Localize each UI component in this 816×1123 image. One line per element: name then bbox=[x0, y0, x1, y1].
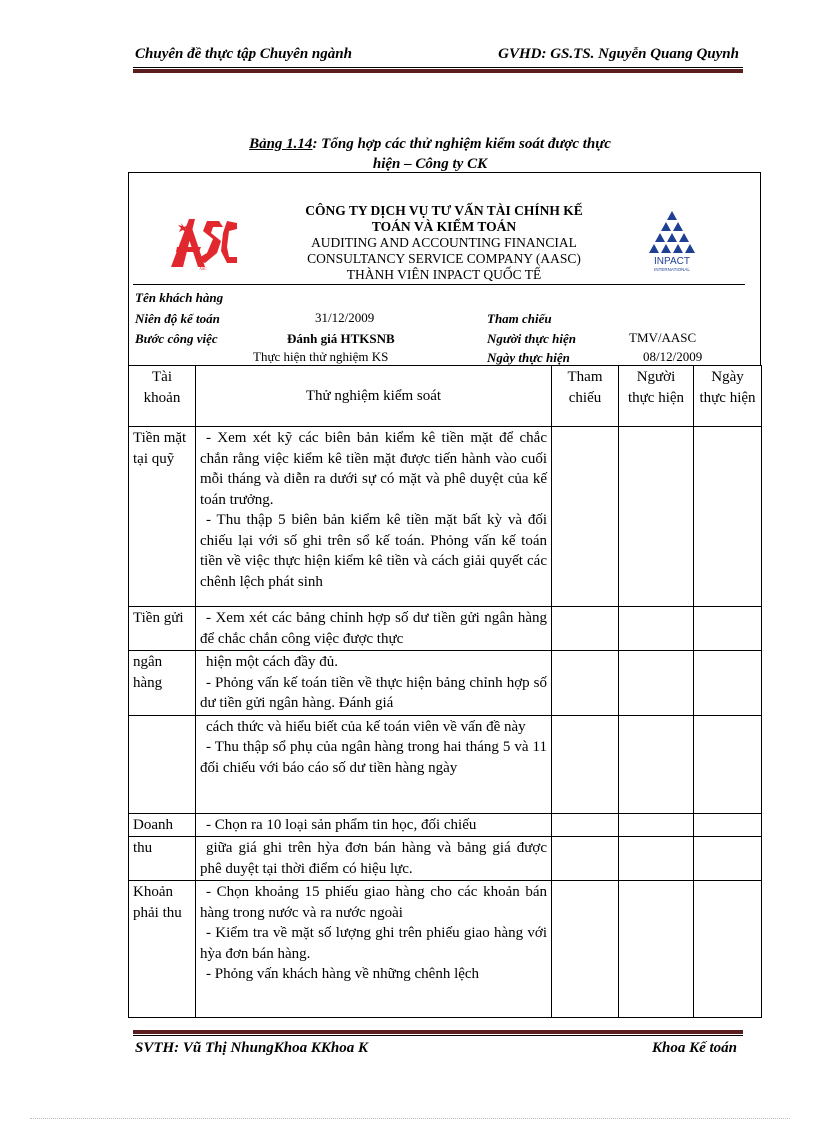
control-test-line: - Thu thập sổ phụ của ngân hàng trong hai tháng 5 và 11 đối chiếu với báo cáo số dư tiền hàng ngày bbox=[200, 739, 547, 776]
company-name-vi-1: CÔNG TY DỊCH VỤ TƯ VẤN TÀI CHÍNH KẾ bbox=[305, 203, 583, 218]
control-test-cell bbox=[196, 715, 552, 813]
company-name-vi-2: TOÁN VÀ KIỂM TOÁN bbox=[371, 219, 517, 234]
table-row bbox=[129, 715, 762, 813]
col-date-header: Ngày thực hiện bbox=[694, 366, 762, 427]
col-performer-header: Người thực hiện bbox=[619, 366, 694, 427]
date-cell bbox=[694, 427, 762, 607]
step-sub: Thực hiện thử nghiệm KS bbox=[253, 349, 389, 364]
ref-cell bbox=[552, 715, 619, 813]
header-left-text: Chuyên đề thực tập Chuyên ngành bbox=[135, 46, 352, 62]
table-row bbox=[129, 813, 762, 837]
control-test-line: - Xem xét các bảng chỉnh hợp số dư tiền gửi ngân hàng để chắc chắn công việc được thực bbox=[200, 610, 547, 647]
control-test-line: - Thu thập 5 biên bản kiểm kê tiền mặt bất kỳ và đối chiếu lại với số ghi trên sổ kế toán. Phỏng vấn kế toán tiền về việc thực hiện kiểm kê tiền và cách giải quyết các chênh lệch phát sinh bbox=[200, 512, 547, 590]
performer-label: Người thực hiện bbox=[487, 331, 577, 346]
date-label: Ngày thực hiện bbox=[487, 350, 570, 365]
account-cell: Doanh bbox=[129, 813, 196, 837]
date-cell bbox=[694, 651, 762, 716]
footer-right-text: Khoa Kế toán bbox=[651, 1040, 737, 1056]
col-test-header: Thử nghiệm kiểm soát bbox=[196, 366, 552, 427]
page-footer bbox=[135, 1040, 741, 1057]
control-test-line: - Phỏng vấn kế toán tiền về thực hiện bảng chỉnh hợp số dư tiền gửi ngân hàng. Đánh giá bbox=[200, 674, 547, 711]
control-test-line: - Chọn khoảng 15 phiếu giao hàng cho các khoản bán hàng trong nước và ra nước ngoài bbox=[200, 884, 547, 921]
table-row bbox=[129, 607, 762, 651]
footer-left-text: SVTH: Vũ Thị NhungKhoa KKhoa K bbox=[135, 1040, 369, 1056]
performer-cell bbox=[619, 427, 694, 607]
ref-cell bbox=[552, 881, 619, 1018]
performer-value: TMV/AASC bbox=[629, 330, 697, 345]
performer-cell bbox=[619, 607, 694, 651]
col-account-header: Tài khoản bbox=[129, 366, 196, 427]
col-ref-header: Tham chiếu bbox=[552, 366, 619, 427]
asc-logo-icon bbox=[167, 213, 239, 273]
performer-cell bbox=[619, 715, 694, 813]
date-cell bbox=[694, 881, 762, 1018]
control-test-cell bbox=[196, 813, 552, 837]
table-body bbox=[129, 427, 762, 1018]
control-tests-table bbox=[128, 365, 762, 1018]
company-divider bbox=[133, 284, 745, 285]
performer-cell bbox=[619, 881, 694, 1018]
control-test-line: hiện một cách đầy đủ. bbox=[206, 654, 339, 670]
date-cell bbox=[694, 607, 762, 651]
account-cell bbox=[129, 715, 196, 813]
table-row bbox=[129, 881, 762, 1018]
account-cell: Tiền gửi bbox=[129, 607, 196, 651]
period-value: 31/12/2009 bbox=[315, 310, 375, 325]
table-label: Bảng 1.14 bbox=[249, 136, 313, 152]
company-name-en-2: CONSULTANCY SERVICE COMPANY (AASC) bbox=[307, 251, 581, 266]
account-cell: Khoản phải thu bbox=[129, 881, 196, 1018]
date-value: 08/12/2009 bbox=[643, 349, 703, 364]
table-header-row bbox=[129, 366, 762, 427]
inpact-logo-icon bbox=[639, 209, 705, 275]
account-cell: ngân hàng bbox=[129, 651, 196, 716]
company-member: THÀNH VIÊN INPACT QUỐC TẾ bbox=[346, 267, 542, 282]
inpact-logo-text: INPACT bbox=[654, 256, 690, 267]
step-label: Bước công việc bbox=[135, 331, 218, 346]
performer-cell bbox=[619, 651, 694, 716]
control-test-cell bbox=[196, 881, 552, 1018]
table-row bbox=[129, 427, 762, 607]
ref-cell bbox=[552, 651, 619, 716]
client-label: Tên khách hàng bbox=[135, 290, 224, 305]
date-cell bbox=[694, 837, 762, 881]
page-bottom-dotted-line bbox=[30, 1118, 790, 1119]
footer-rule-thin bbox=[133, 1035, 743, 1036]
period-label: Niên độ kế toán bbox=[135, 311, 220, 326]
date-cell bbox=[694, 715, 762, 813]
control-test-cell bbox=[196, 607, 552, 651]
ref-cell bbox=[552, 813, 619, 837]
control-test-line: cách thức và hiểu biết của kế toán viên về vấn đề này bbox=[206, 718, 526, 735]
account-cell: Tiền mặt tại quỹ bbox=[129, 427, 196, 607]
control-test-cell bbox=[196, 427, 552, 607]
table-title-line2: hiện – Công ty CK bbox=[372, 156, 488, 172]
asc-logo-text: ASC bbox=[199, 266, 207, 271]
footer-rule-thick bbox=[133, 1030, 743, 1034]
header-right-text: GVHD: GS.TS. Nguyễn Quang Quynh bbox=[498, 46, 739, 62]
control-test-line: - Phỏng vấn khách hàng về những chênh lệch bbox=[206, 966, 480, 982]
date-cell bbox=[694, 813, 762, 837]
control-test-cell bbox=[196, 651, 552, 716]
step-value: Đánh giá HTKSNB bbox=[287, 331, 395, 346]
control-test-line: - Xem xét kỹ các biên bản kiểm kê tiền mặt để chắc chắn rằng việc kiểm kê tiền mặt được tiến hành vào cuối mỗi tháng và diễn ra dưới sự có mặt và phê duyệt của kế toán trưởng. bbox=[200, 430, 547, 508]
ref-cell bbox=[552, 607, 619, 651]
performer-cell bbox=[619, 813, 694, 837]
table-row bbox=[129, 837, 762, 881]
account-cell: thu bbox=[129, 837, 196, 881]
control-test-line: giữa giá ghi trên hỳa đơn bán hàng và bảng giá được phê duyệt tại thời điểm có hiệu lực. bbox=[200, 840, 547, 877]
table-row bbox=[129, 651, 762, 716]
performer-cell bbox=[619, 837, 694, 881]
header-rule-thick bbox=[133, 69, 743, 73]
inpact-logo-subtext: INTERNATIONAL bbox=[654, 267, 690, 272]
table-title bbox=[160, 134, 700, 174]
company-header-box bbox=[128, 172, 761, 366]
header-rule-thin bbox=[133, 67, 743, 68]
company-name-block bbox=[279, 203, 609, 283]
control-test-line: - Kiểm tra về mặt số lượng ghi trên phiếu giao hàng với hỳa đơn bán hàng. bbox=[200, 925, 547, 962]
ref-cell bbox=[552, 427, 619, 607]
ref-label: Tham chiếu bbox=[487, 311, 552, 326]
control-test-cell bbox=[196, 837, 552, 881]
company-name-en-1: AUDITING AND ACCOUNTING FINANCIAL bbox=[311, 235, 577, 250]
ref-cell bbox=[552, 837, 619, 881]
table-title-line1: : Tổng hợp các thử nghiệm kiểm soát được thực bbox=[312, 136, 611, 152]
control-test-line: - Chọn ra 10 loại sản phẩm tin học, đối chiếu bbox=[206, 816, 477, 833]
